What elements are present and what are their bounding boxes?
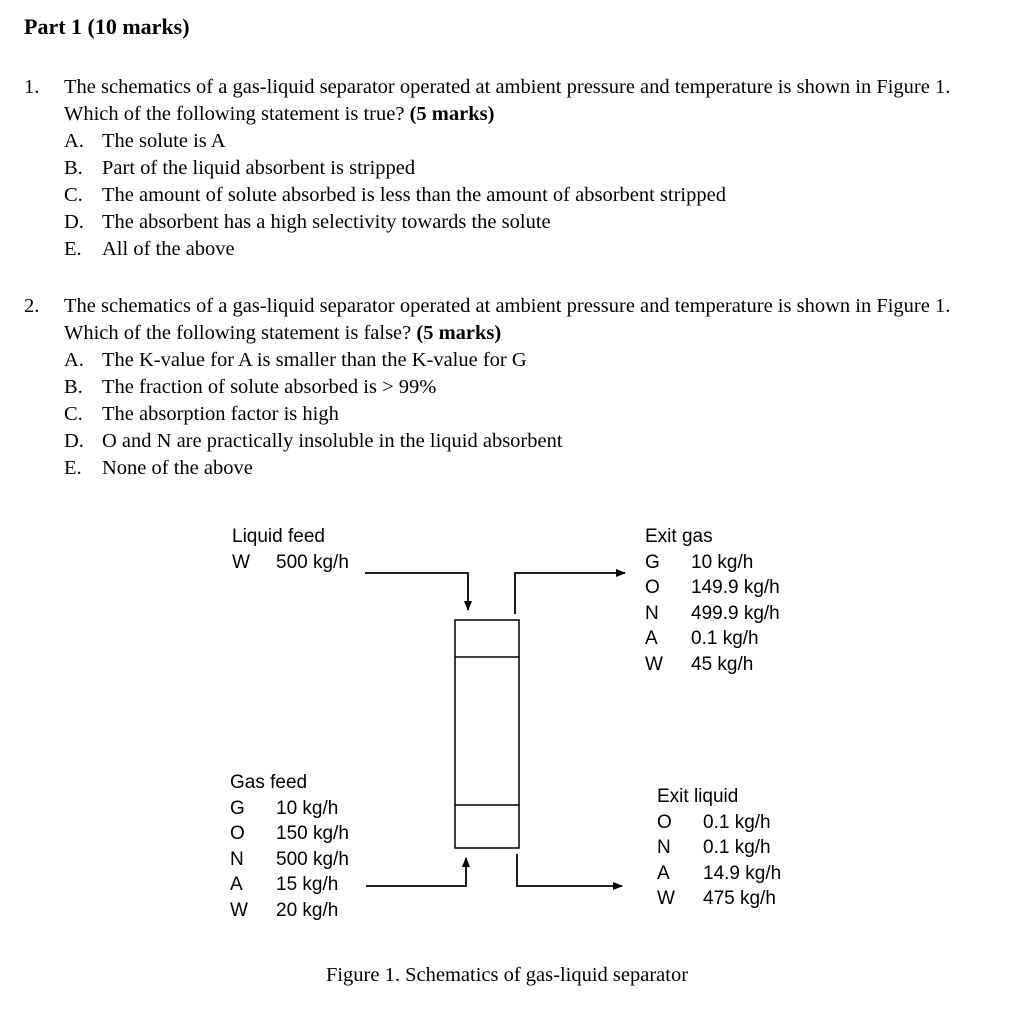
component: N xyxy=(657,837,671,858)
stream-title: Exit gas xyxy=(645,526,713,547)
option-letter: B. xyxy=(64,376,83,398)
option-letter: A. xyxy=(64,130,84,152)
flow-value: 14.9 kg/h xyxy=(703,862,782,884)
flow-value: 45 kg/h xyxy=(691,653,754,675)
flow-value: 10 kg/h xyxy=(691,551,754,573)
liquid-feed-arrow xyxy=(365,573,468,610)
stream-row xyxy=(232,550,349,576)
option-text: The absorption factor is high xyxy=(102,403,339,425)
stream-row xyxy=(230,898,349,924)
component: O xyxy=(230,823,245,844)
stream-row xyxy=(657,810,781,836)
component: O xyxy=(657,811,672,833)
question-number: 2. xyxy=(24,295,40,317)
flow-value: 475 kg/h xyxy=(703,888,776,909)
component: G xyxy=(230,797,245,819)
stream-row xyxy=(645,550,780,576)
option-letter: C. xyxy=(64,184,83,206)
flow-value: 10 kg/h xyxy=(276,797,339,819)
exit-liquid-label xyxy=(657,784,781,912)
option-letter: B. xyxy=(64,157,83,179)
option-text: The amount of solute absorbed is less than the amount of absorbent stripped xyxy=(102,184,726,206)
stream-title: Liquid feed xyxy=(232,526,325,547)
separator-column xyxy=(455,620,519,848)
component: W xyxy=(230,899,248,921)
option-text: None of the above xyxy=(102,457,253,479)
stream-row xyxy=(645,626,780,652)
option-letter: C. xyxy=(64,403,83,425)
exit-liquid-arrow xyxy=(517,854,622,886)
flow-value: 500 kg/h xyxy=(276,551,349,573)
component: W xyxy=(657,888,675,909)
flow-value: 0.1 kg/h xyxy=(703,811,771,833)
option-text: The K-value for A is smaller than the K-value for G xyxy=(102,349,527,371)
option-letter: A. xyxy=(64,349,84,371)
stream-row xyxy=(230,796,349,822)
option-text: All of the above xyxy=(102,238,235,260)
exit-gas-arrow xyxy=(515,573,625,614)
flow-value: 149.9 kg/h xyxy=(691,577,780,598)
question-text: The schematics of a gas-liquid separator operated at ambient pressure and temperature is shown in Figure 1. Which of the following statement is false? xyxy=(64,295,951,344)
question-marks: (5 marks) xyxy=(409,103,495,125)
question-text: The schematics of a gas-liquid separator operated at ambient pressure and temperature is shown in Figure 1. Which of the following statement is true? xyxy=(64,76,951,125)
stream-row xyxy=(230,872,349,898)
component: O xyxy=(645,577,660,598)
component: G xyxy=(645,551,660,573)
stream-row xyxy=(230,847,349,873)
stream-row xyxy=(657,886,781,912)
exit-gas-label xyxy=(645,524,780,677)
stream-row xyxy=(645,601,780,627)
stream-row xyxy=(230,821,349,847)
component: A xyxy=(645,628,658,649)
gas-feed-label xyxy=(230,770,349,923)
flow-value: 0.1 kg/h xyxy=(691,628,759,649)
component: N xyxy=(645,602,659,624)
option-letter: E. xyxy=(64,457,82,479)
component: W xyxy=(645,653,663,675)
flow-value: 0.1 kg/h xyxy=(703,837,771,858)
stream-title: Exit liquid xyxy=(657,786,739,807)
stream-row xyxy=(645,652,780,678)
component: A xyxy=(657,862,670,884)
part-title: Part 1 (10 marks) xyxy=(24,14,190,39)
option-text: The absorbent has a high selectivity towards the solute xyxy=(102,211,551,233)
question-marks: (5 marks) xyxy=(416,322,502,344)
option-letter: D. xyxy=(64,430,84,452)
stream-row xyxy=(657,835,781,861)
flow-value: 500 kg/h xyxy=(276,848,349,870)
flow-value: 499.9 kg/h xyxy=(691,602,780,624)
option-text: The solute is A xyxy=(102,130,226,152)
component: W xyxy=(232,551,250,573)
question-number: 1. xyxy=(24,76,40,98)
option-text: Part of the liquid absorbent is stripped xyxy=(102,157,416,179)
option-text: The fraction of solute absorbed is > 99% xyxy=(102,376,437,398)
flow-value: 15 kg/h xyxy=(276,874,339,895)
flow-value: 20 kg/h xyxy=(276,899,339,921)
gas-feed-arrow xyxy=(366,858,466,886)
component: N xyxy=(230,848,244,870)
option-letter: E. xyxy=(64,238,82,260)
stream-row xyxy=(657,861,781,887)
stream-row xyxy=(645,575,780,601)
liquid-feed-label xyxy=(232,524,349,575)
option-letter: D. xyxy=(64,211,84,233)
flow-value: 150 kg/h xyxy=(276,823,349,844)
figure-caption: Figure 1. Schematics of gas-liquid separator xyxy=(325,964,689,986)
stream-title: Gas feed xyxy=(230,772,308,793)
component: A xyxy=(230,874,243,895)
option-text: O and N are practically insoluble in the liquid absorbent xyxy=(102,430,563,452)
